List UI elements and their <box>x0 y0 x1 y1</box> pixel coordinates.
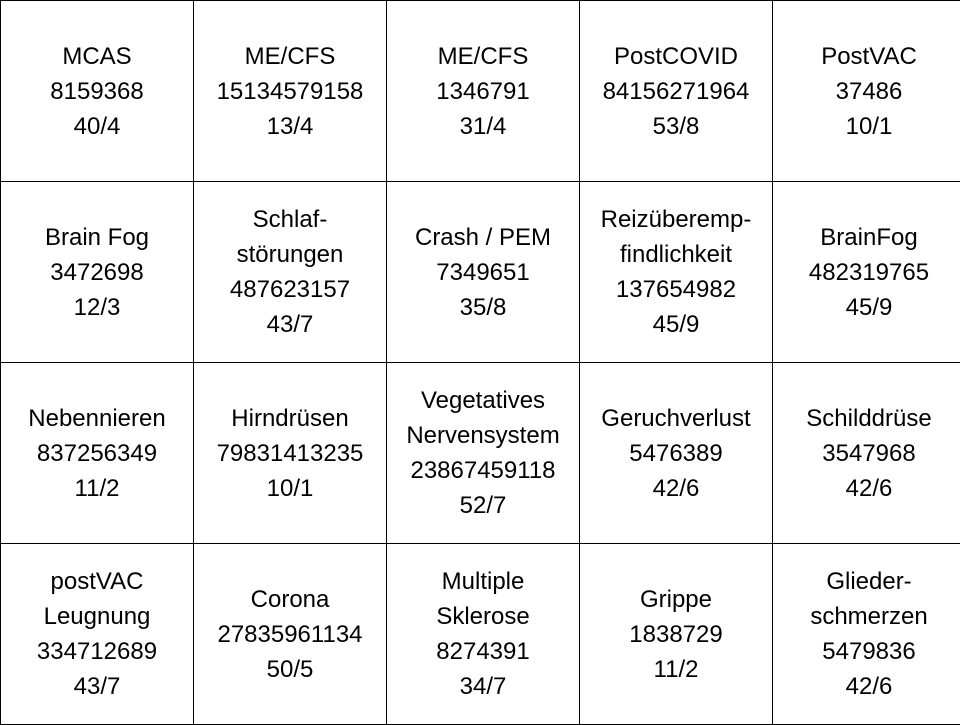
cell-text-line: 3472698 <box>1 255 193 290</box>
cell-text-line: 42/6 <box>580 471 772 506</box>
cell-text-line: Nervensystem <box>387 418 579 453</box>
cell-text-line: 15134579158 <box>194 74 386 109</box>
cell-text-line: 40/4 <box>1 109 193 144</box>
cell-text-line: 11/2 <box>1 471 193 506</box>
cell-text-line: störungen <box>194 237 386 272</box>
cell-text-line: 45/9 <box>580 307 772 342</box>
cell-text-line: 37486 <box>773 74 960 109</box>
cell-text-line: ME/CFS <box>194 39 386 74</box>
cell-text-line: 482319765 <box>773 255 960 290</box>
grid-cell <box>580 1 773 182</box>
cell-text-line: 5479836 <box>773 634 960 669</box>
cell-text-line: 34/7 <box>387 669 579 704</box>
cell-text-line: Hirndrüsen <box>194 401 386 436</box>
grid-cell <box>387 544 580 725</box>
cell-text-line: 10/1 <box>773 109 960 144</box>
cell-text-line: PostVAC <box>773 39 960 74</box>
grid-cell <box>773 182 960 363</box>
cell-text-line: 12/3 <box>1 290 193 325</box>
grid-cell <box>773 544 960 725</box>
grid-cell <box>1 182 194 363</box>
cell-text-line: 45/9 <box>773 290 960 325</box>
cell-text-line: Nebennieren <box>1 401 193 436</box>
cell-text-line: 137654982 <box>580 272 772 307</box>
grid-cell <box>387 363 580 544</box>
cell-text-line: 1838729 <box>580 617 772 652</box>
cell-text-line: 52/7 <box>387 488 579 523</box>
cell-text-line: 13/4 <box>194 109 386 144</box>
cell-text-line: 27835961134 <box>194 617 386 652</box>
grid-cell <box>580 182 773 363</box>
cell-text-line: 487623157 <box>194 272 386 307</box>
grid-cell <box>773 363 960 544</box>
grid-row <box>1 363 960 544</box>
grid-cell <box>1 544 194 725</box>
grid-cell <box>1 363 194 544</box>
grid-cell <box>580 363 773 544</box>
cell-text-line: 1346791 <box>387 74 579 109</box>
grid-row <box>1 182 960 363</box>
cell-text-line: 3547968 <box>773 436 960 471</box>
cell-text-line: 10/1 <box>194 471 386 506</box>
grid-cell <box>1 1 194 182</box>
grid-cell <box>194 182 387 363</box>
cell-text-line: Brain Fog <box>1 220 193 255</box>
cell-text-line: findlichkeit <box>580 237 772 272</box>
cell-text-line: 35/8 <box>387 290 579 325</box>
cell-text-line: postVAC <box>1 564 193 599</box>
cell-text-line: 334712689 <box>1 634 193 669</box>
grid-body <box>1 1 960 725</box>
cell-text-line: 42/6 <box>773 471 960 506</box>
cell-text-line: schmerzen <box>773 599 960 634</box>
cell-text-line: 7349651 <box>387 255 579 290</box>
cell-text-line: Geruchverlust <box>580 401 772 436</box>
cell-text-line: Reizüberemp- <box>580 202 772 237</box>
grid-cell <box>387 1 580 182</box>
grid-cell <box>580 544 773 725</box>
cell-text-line: 837256349 <box>1 436 193 471</box>
cell-text-line: Vegetatives <box>387 383 579 418</box>
cell-text-line: Schilddrüse <box>773 401 960 436</box>
cell-text-line: 5476389 <box>580 436 772 471</box>
cell-text-line: 23867459118 <box>387 453 579 488</box>
cell-text-line: ME/CFS <box>387 39 579 74</box>
cell-text-line: Multiple <box>387 564 579 599</box>
grid-row <box>1 1 960 182</box>
cell-text-line: Leugnung <box>1 599 193 634</box>
cell-text-line: PostCOVID <box>580 39 772 74</box>
cell-text-line: Grippe <box>580 582 772 617</box>
cell-text-line: 11/2 <box>580 652 772 687</box>
cell-text-line: 8274391 <box>387 634 579 669</box>
cell-text-line: 43/7 <box>194 307 386 342</box>
grid-cell <box>194 1 387 182</box>
cell-text-line: 8159368 <box>1 74 193 109</box>
cell-text-line: BrainFog <box>773 220 960 255</box>
grid-cell <box>387 182 580 363</box>
cell-text-line: MCAS <box>1 39 193 74</box>
cell-text-line: 31/4 <box>387 109 579 144</box>
grid-row <box>1 544 960 725</box>
cell-text-line: Corona <box>194 582 386 617</box>
cell-text-line: 79831413235 <box>194 436 386 471</box>
grid-cell <box>194 544 387 725</box>
cell-text-line: Crash / PEM <box>387 220 579 255</box>
cell-text-line: 53/8 <box>580 109 772 144</box>
cell-text-line: 42/6 <box>773 669 960 704</box>
grid-cell <box>773 1 960 182</box>
grid-cell <box>194 363 387 544</box>
cell-text-line: 43/7 <box>1 669 193 704</box>
cell-text-line: 50/5 <box>194 652 386 687</box>
cell-text-line: Schlaf- <box>194 202 386 237</box>
cell-text-line: 84156271964 <box>580 74 772 109</box>
cell-text-line: Glieder- <box>773 564 960 599</box>
cell-text-line: Sklerose <box>387 599 579 634</box>
